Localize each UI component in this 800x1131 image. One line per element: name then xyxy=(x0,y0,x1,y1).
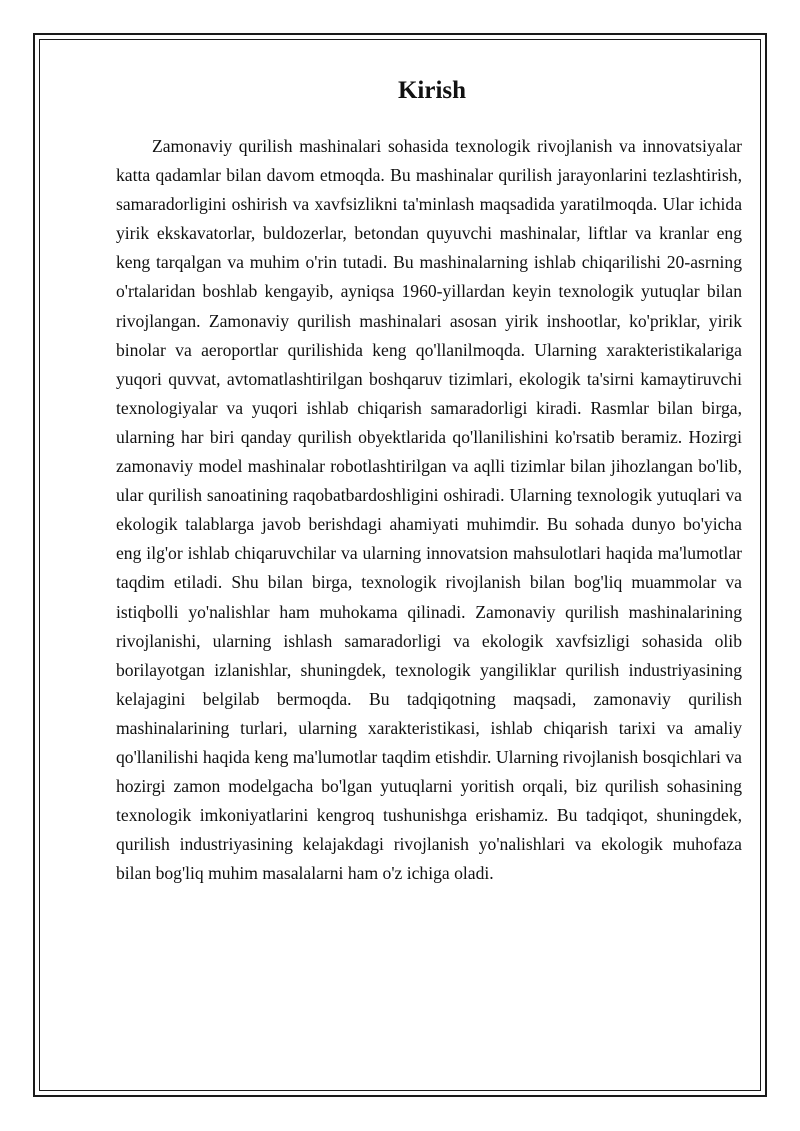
document-body xyxy=(116,70,742,888)
intro-paragraph: Zamonaviy qurilish mashinalari sohasida texnologik rivojlanish va innovatsiyalar katta qadamlar bilan davom etmoqda. Bu mashinalar qurilish jarayonlarini tezlashtirish, samaradorligini oshirish va xavfsizlikni ta'minlash maqsadida yaratilmoqda. Ular ichida yirik ekskavatorlar, buldozerlar, betondan quyuvchi mashinalar, liftlar va kranlar eng keng tarqalgan va muhim o'rin tutadi. Bu mashinalarning ishlab chiqarilishi 20-asrning o'rtalaridan boshlab kengayib, ayniqsa 1960-yillardan keyin texnologik yutuqlar bilan rivojlangan. Zamonaviy qurilish mashinalari asosan yirik inshootlar, ko'priklar, yirik binolar va aeroportlar qurilishida keng qo'llanilmoqda. Ularning xarakteristikalariga yuqori quvvat, avtomatlashtirilgan boshqaruv tizimlari, ekologik ta'sirni kamaytiruvchi texnologiyalar va yuqori ishlab chiqarish samaradorligi kiradi. Rasmlar bilan birga, ularning har biri qanday qurilish obyektlarida qo'llanilishini ko'rsatib beramiz. Hozirgi zamonaviy model mashinalar robotlashtirilgan va aqlli tizimlar bilan jihozlangan bo'lib, ular qurilish sanoatining raqobatbardoshligini oshiradi. Ularning texnologik yutuqlari va ekologik talablarga javob berishdagi ahamiyati muhimdir. Bu sohada dunyo bo'yicha eng ilg'or ishlab chiqaruvchilar va ularning innovatsion mahsulotlari haqida ma'lumotlar taqdim etiladi. Shu bilan birga, texnologik rivojlanish bilan bog'liq muammolar va istiqbolli yo'nalishlar ham muhokama qilinadi. Zamonaviy qurilish mashinalarining rivojlanishi, ularning ishlash samaradorligi va ekologik xavfsizligi sohasida olib borilayotgan izlanishlar, shuningdek, texnologik yangiliklar qurilish industriyasining kelajagini belgilab bermoqda. Bu tadqiqotning maqsadi, zamonaviy qurilish mashinalarining turlari, ularning xarakteristikasi, ishlab chiqarish tarixi va amaliy qo'llanilishi haqida keng ma'lumotlar taqdim etishdir. Ularning rivojlanish bosqichlari va hozirgi zamon modelgacha bo'lgan yutuqlarni yoritish orqali, biz qurilish sohasining texnologik imkoniyatlarini kengroq tushunishga erishamiz. Bu tadqiqot, shuningdek, qurilish industriyasining kelajakdagi rivojlanish yo'nalishlari va ekologik muhofaza bilan bog'liq muhim masalalarni ham o'z ichiga oladi. xyxy=(116,136,742,884)
page-title: Kirish xyxy=(397,77,467,104)
